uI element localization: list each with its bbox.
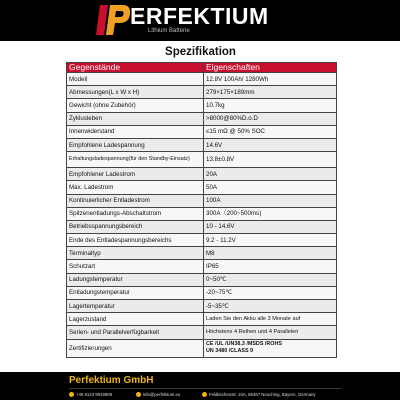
location-icon [202,392,207,397]
email-address: info@perfektium.eu [143,392,181,397]
spec-value: -5~35℃ [204,300,337,313]
spec-value: Höchstens 4 Reihen und 4 Parallelen [204,326,337,339]
spec-row [67,313,337,326]
spec-value-line: UN 3480 /CLASS 9 [206,348,254,355]
spec-label: Entladungstemperatur [67,286,204,299]
spec-label: Betriebsspannungsbereich [67,220,204,233]
spec-table [66,62,337,358]
spec-value: 12.8V 100Ah/ 1280Wh [204,73,337,86]
document-title: Spezifikation [165,46,236,58]
spec-label: Max. Ladestrom [67,181,204,194]
spec-row [67,326,337,339]
spec-value: -20~75℃ [204,286,337,299]
spec-label: Gewicht (ohne Zubehör) [67,99,204,112]
spec-value: ≤15 mΩ @ 50% SOC [204,125,337,138]
spec-row [67,168,337,181]
company-name: Perfektium GmbH [69,375,154,386]
spec-value: 9.2 - 11.2V [204,234,337,247]
spec-label: Erhaltungsladespannung(für den Standby-Einsatz) [67,152,204,168]
spec-value: 13.8±0.8V [204,152,337,168]
brand-name: ERFEKTIUM [130,3,269,29]
spec-value: M8 [204,247,337,260]
perfektium-logo-icon [96,2,132,38]
spec-value: 100A [204,194,337,207]
spec-label: Lagertemperatur [67,300,204,313]
spec-table-header [67,63,337,73]
spec-row [67,300,337,313]
spec-row [67,247,337,260]
spec-label: Lagerzustand [67,313,204,326]
spec-label: Zertifizierungen [67,339,204,357]
contact-email [136,390,180,399]
spec-label: Kontinuierlicher Entladestrom [67,194,204,207]
spec-row [67,125,337,138]
spec-row [67,220,337,233]
spec-row [67,194,337,207]
spec-row [67,73,337,86]
spec-value: 10 - 14.6V [204,220,337,233]
spec-value: 20A [204,168,337,181]
spec-value: 14.6V [204,138,337,151]
spec-label: Zyklusleben [67,112,204,125]
spec-row [67,207,337,220]
spec-row [67,152,337,168]
spec-label: Empfohlener Ladestrom [67,168,204,181]
mail-icon [136,392,141,397]
spec-row [67,234,337,247]
contact-address [202,390,316,399]
spec-value: IP65 [204,260,337,273]
column-header-items: Gegenstände [67,63,204,73]
phone-number: +49 8123 9919909 [76,392,112,397]
spec-label: Terminaltyp [67,247,204,260]
spec-row [67,138,337,151]
spec-row [67,339,337,357]
footer-divider [69,388,341,389]
spec-row [67,273,337,286]
spec-label: Serien- und Parallelverfügbarkeit [67,326,204,339]
spec-value-line: CE /UL /UN38.3 /MSDS /ROHS [206,341,282,348]
spec-table-body [67,73,337,358]
spec-value: 0~50℃ [204,273,337,286]
spec-label: Schutzart [67,260,204,273]
spec-row [67,181,337,194]
specification-sheet [61,41,340,372]
spec-value: 10.7kg [204,99,337,112]
spec-row [67,112,337,125]
spec-value: Laden Sie den Akku alle 3 Monate auf [204,313,337,326]
spec-row [67,286,337,299]
spec-value: 50A [204,181,337,194]
spec-label: Abmessungen(L x W x H) [67,86,204,99]
spec-value: 300A（200~500ms) [204,207,337,220]
spec-label: Ende des Entladespannungsbereichs [67,234,204,247]
brand-subtitle: Lithium Batterie [148,28,190,34]
column-header-properties: Eigenschaften [204,63,337,73]
spec-value: 279×175×189mm [204,86,337,99]
spec-label: Ladungstemperatur [67,273,204,286]
contact-phone [69,390,112,399]
postal-address: Feldkirchenstr. 10A, 85467 Neuching, Bayern, Germany [209,392,316,397]
spec-label: Innenwiderstand [67,125,204,138]
phone-icon [69,392,74,397]
brand-header [0,0,400,41]
company-footer [0,372,400,400]
spec-label: Spitzenentladungs-Abschaltstrom [67,207,204,220]
spec-label: Empfohlene Ladespannung [67,138,204,151]
spec-row [67,99,337,112]
spec-row [67,260,337,273]
spec-label: Modell [67,73,204,86]
spec-row [67,86,337,99]
spec-value [204,339,337,357]
spec-value: >8000@80%D.o.D [204,112,337,125]
